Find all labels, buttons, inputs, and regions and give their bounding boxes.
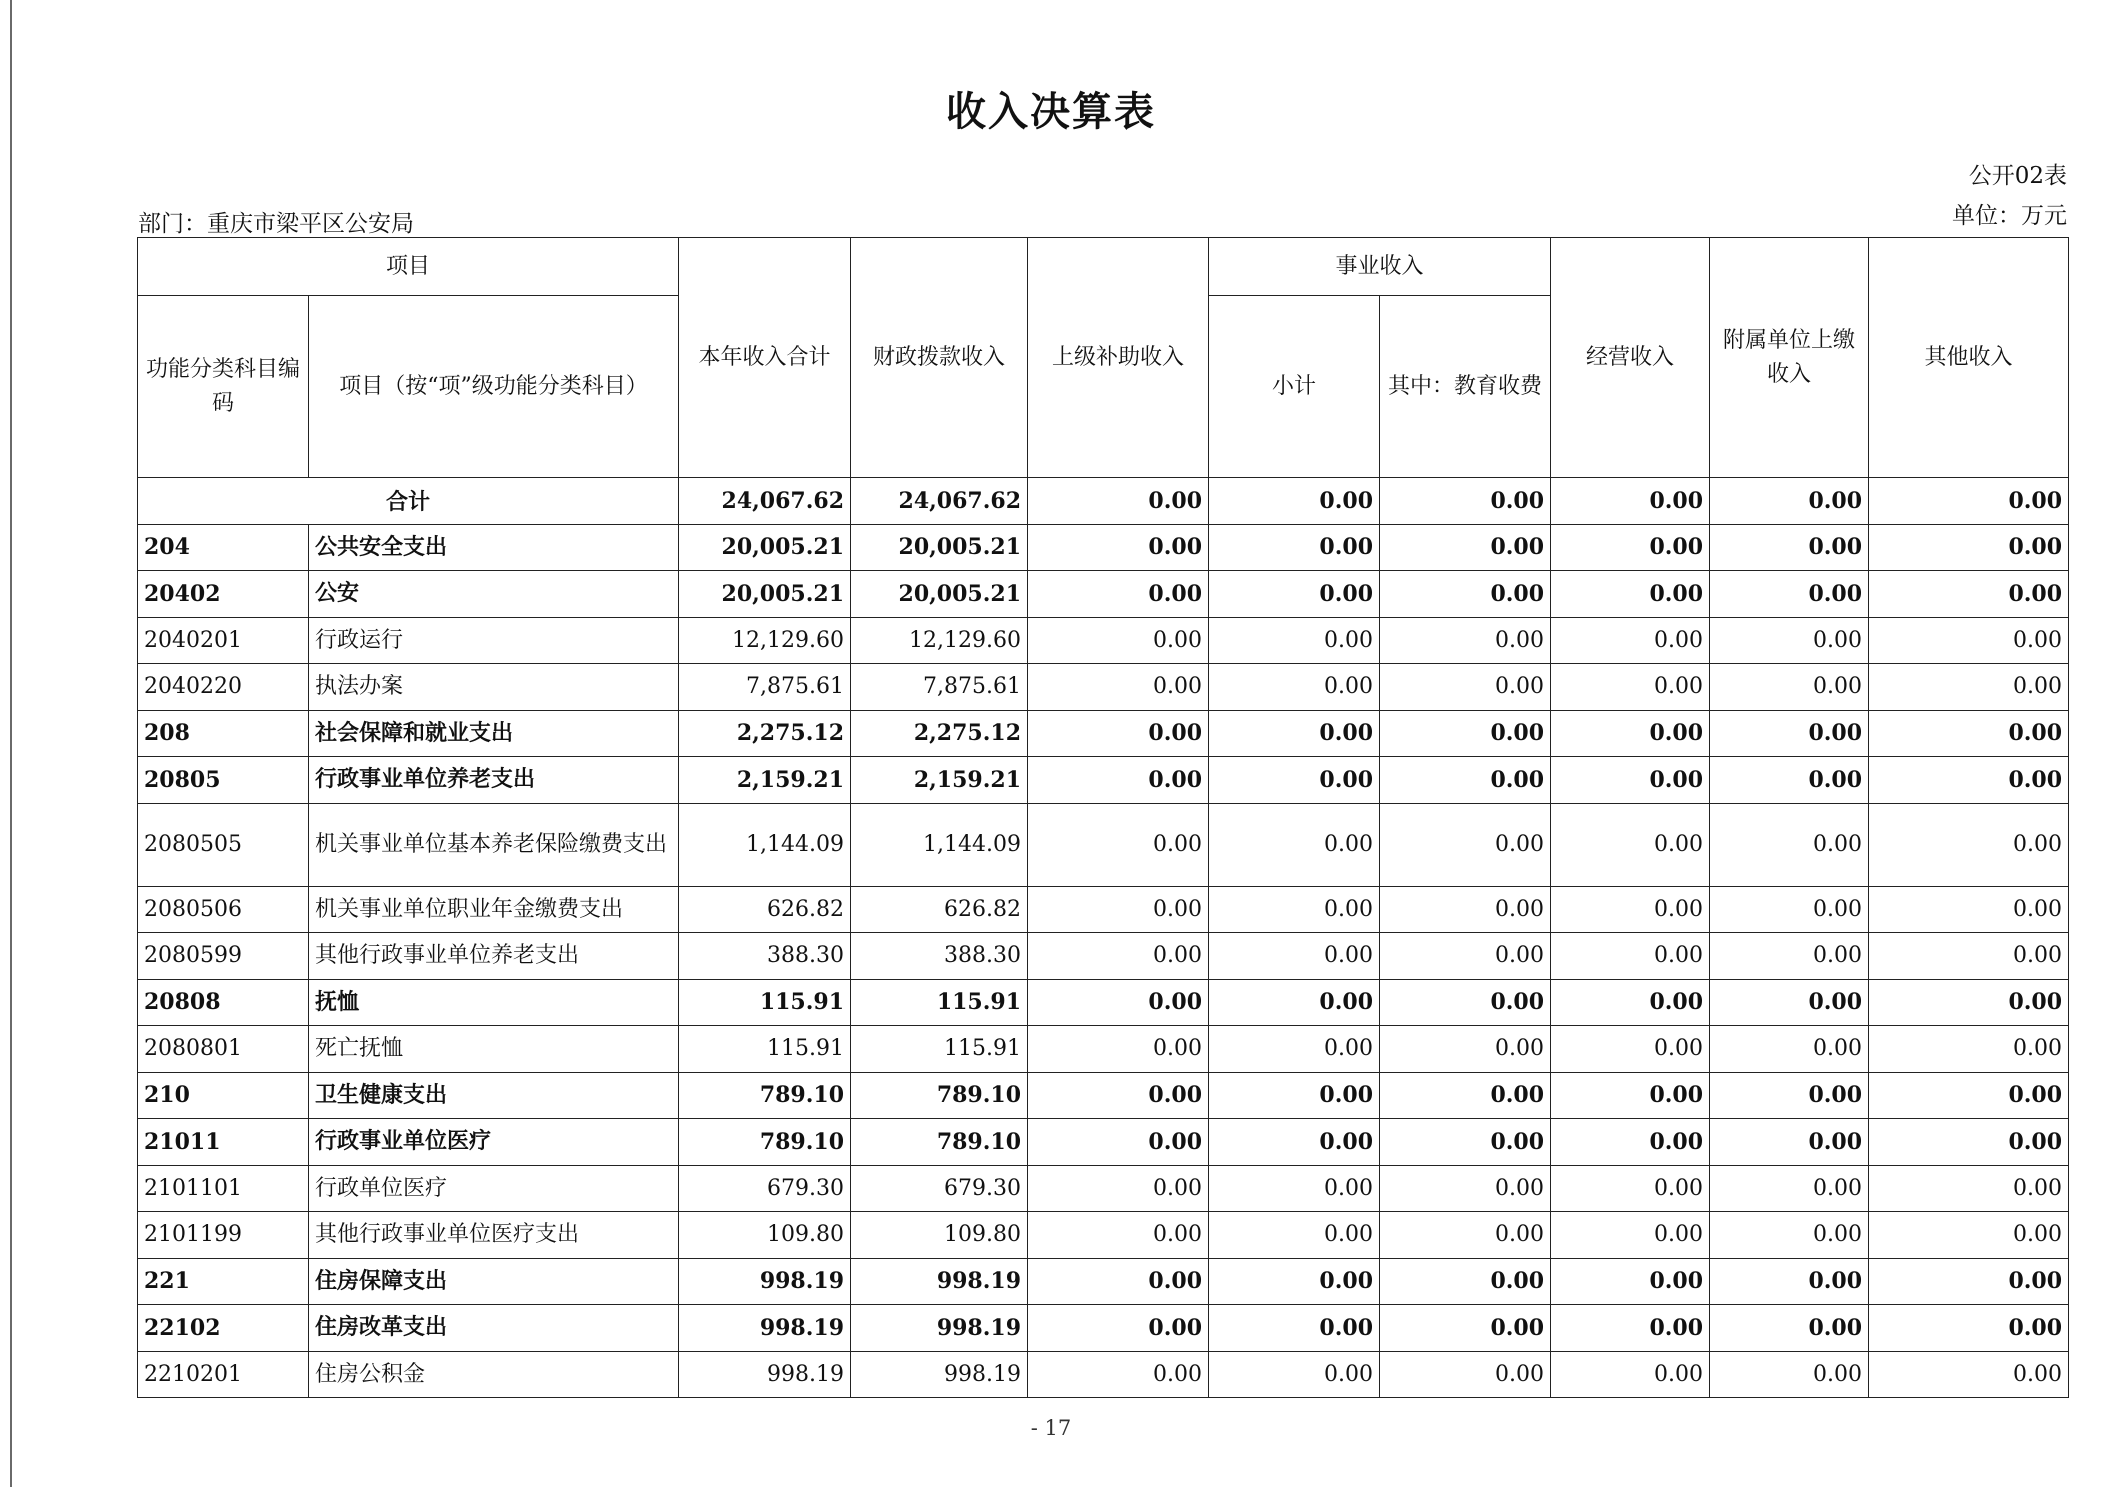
cell-total-income: 998.19 xyxy=(679,1305,851,1352)
cell-affiliated-remittance: 0.00 xyxy=(1710,478,1869,525)
table-row xyxy=(138,664,2069,711)
cell-operating-income: 0.00 xyxy=(1551,710,1710,757)
cell-superior-subsidy: 0.00 xyxy=(1028,1119,1209,1166)
table-row xyxy=(138,757,2069,804)
cell-code: 2101101 xyxy=(138,1165,309,1212)
cell-item-name: 机关事业单位职业年金缴费支出 xyxy=(309,886,679,933)
cell-business-subtotal: 0.00 xyxy=(1209,1305,1380,1352)
cell-fiscal-appropriation: 1,144.09 xyxy=(851,803,1028,886)
cell-affiliated-remittance: 0.00 xyxy=(1710,886,1869,933)
cell-education-fees: 0.00 xyxy=(1380,1165,1551,1212)
cell-operating-income: 0.00 xyxy=(1551,886,1710,933)
cell-education-fees: 0.00 xyxy=(1380,979,1551,1026)
cell-item-name: 行政事业单位养老支出 xyxy=(309,757,679,804)
table-row xyxy=(138,886,2069,933)
cell-education-fees: 0.00 xyxy=(1380,886,1551,933)
cell-total-income: 626.82 xyxy=(679,886,851,933)
cell-item-name: 卫生健康支出 xyxy=(309,1072,679,1119)
cell-education-fees: 0.00 xyxy=(1380,1072,1551,1119)
cell-item-name: 行政事业单位医疗 xyxy=(309,1119,679,1166)
cell-total-income: 12,129.60 xyxy=(679,617,851,664)
cell-operating-income: 0.00 xyxy=(1551,1258,1710,1305)
cell-education-fees: 0.00 xyxy=(1380,1119,1551,1166)
table-row xyxy=(138,1072,2069,1119)
cell-item-name: 公安 xyxy=(309,571,679,618)
cell-education-fees: 0.00 xyxy=(1380,933,1551,980)
cell-education-fees: 0.00 xyxy=(1380,524,1551,571)
cell-total-income: 20,005.21 xyxy=(679,524,851,571)
header-fiscal-appropriation: 财政拨款收入 xyxy=(851,238,1028,478)
cell-code: 2101199 xyxy=(138,1212,309,1259)
cell-business-subtotal: 0.00 xyxy=(1209,886,1380,933)
cell-code: 2080801 xyxy=(138,1026,309,1073)
cell-education-fees: 0.00 xyxy=(1380,710,1551,757)
header-item: 项目 xyxy=(138,238,679,296)
cell-superior-subsidy: 0.00 xyxy=(1028,1305,1209,1352)
cell-other-income: 0.00 xyxy=(1869,803,2069,886)
cell-code: 20402 xyxy=(138,571,309,618)
cell-superior-subsidy: 0.00 xyxy=(1028,757,1209,804)
cell-operating-income: 0.00 xyxy=(1551,1072,1710,1119)
cell-education-fees: 0.00 xyxy=(1380,664,1551,711)
cell-business-subtotal: 0.00 xyxy=(1209,617,1380,664)
cell-code: 208 xyxy=(138,710,309,757)
cell-item-name: 其他行政事业单位医疗支出 xyxy=(309,1212,679,1259)
cell-superior-subsidy: 0.00 xyxy=(1028,710,1209,757)
cell-total-income: 388.30 xyxy=(679,933,851,980)
unit-label: 单位：万元 xyxy=(1952,203,2067,229)
cell-superior-subsidy: 0.00 xyxy=(1028,1258,1209,1305)
cell-superior-subsidy: 0.00 xyxy=(1028,1212,1209,1259)
cell-code: 20805 xyxy=(138,757,309,804)
header-affiliated-remittance: 附属单位上缴收入 xyxy=(1710,238,1869,478)
cell-item-name: 其他行政事业单位养老支出 xyxy=(309,933,679,980)
table-row xyxy=(138,933,2069,980)
cell-affiliated-remittance: 0.00 xyxy=(1710,1119,1869,1166)
table-row xyxy=(138,1119,2069,1166)
cell-code: 2080599 xyxy=(138,933,309,980)
cell-fiscal-appropriation: 115.91 xyxy=(851,1026,1028,1073)
table-row xyxy=(138,1305,2069,1352)
cell-fiscal-appropriation: 109.80 xyxy=(851,1212,1028,1259)
cell-operating-income: 0.00 xyxy=(1551,757,1710,804)
cell-code: 2210201 xyxy=(138,1351,309,1398)
cell-affiliated-remittance: 0.00 xyxy=(1710,1212,1869,1259)
cell-code: 221 xyxy=(138,1258,309,1305)
cell-total-income: 789.10 xyxy=(679,1119,851,1166)
cell-fiscal-appropriation: 679.30 xyxy=(851,1165,1028,1212)
cell-affiliated-remittance: 0.00 xyxy=(1710,617,1869,664)
cell-business-subtotal: 0.00 xyxy=(1209,664,1380,711)
cell-education-fees: 0.00 xyxy=(1380,617,1551,664)
cell-operating-income: 0.00 xyxy=(1551,979,1710,1026)
cell-operating-income: 0.00 xyxy=(1551,664,1710,711)
cell-total-income: 7,875.61 xyxy=(679,664,851,711)
cell-business-subtotal: 0.00 xyxy=(1209,524,1380,571)
header-business-income: 事业收入 xyxy=(1209,238,1551,296)
cell-other-income: 0.00 xyxy=(1869,757,2069,804)
cell-fiscal-appropriation: 998.19 xyxy=(851,1258,1028,1305)
cell-business-subtotal: 0.00 xyxy=(1209,1165,1380,1212)
cell-affiliated-remittance: 0.00 xyxy=(1710,524,1869,571)
cell-affiliated-remittance: 0.00 xyxy=(1710,1026,1869,1073)
document-title: 收入决算表 xyxy=(946,88,1156,135)
cell-operating-income: 0.00 xyxy=(1551,571,1710,618)
cell-business-subtotal: 0.00 xyxy=(1209,757,1380,804)
table-row xyxy=(138,1258,2069,1305)
cell-superior-subsidy: 0.00 xyxy=(1028,571,1209,618)
cell-operating-income: 0.00 xyxy=(1551,933,1710,980)
table-row xyxy=(138,1165,2069,1212)
cell-total-income: 998.19 xyxy=(679,1258,851,1305)
table-row xyxy=(138,617,2069,664)
cell-total-income: 998.19 xyxy=(679,1351,851,1398)
cell-education-fees: 0.00 xyxy=(1380,571,1551,618)
cell-fiscal-appropriation: 24,067.62 xyxy=(851,478,1028,525)
table-row xyxy=(138,710,2069,757)
header-total-income: 本年收入合计 xyxy=(679,238,851,478)
cell-business-subtotal: 0.00 xyxy=(1209,1212,1380,1259)
cell-affiliated-remittance: 0.00 xyxy=(1710,1351,1869,1398)
cell-superior-subsidy: 0.00 xyxy=(1028,886,1209,933)
cell-affiliated-remittance: 0.00 xyxy=(1710,710,1869,757)
department-label: 部门：重庆市梁平区公安局 xyxy=(138,211,414,237)
cell-total-income: 20,005.21 xyxy=(679,571,851,618)
cell-affiliated-remittance: 0.00 xyxy=(1710,933,1869,980)
cell-other-income: 0.00 xyxy=(1869,478,2069,525)
cell-item-name: 死亡抚恤 xyxy=(309,1026,679,1073)
cell-total-income: 115.91 xyxy=(679,1026,851,1073)
cell-superior-subsidy: 0.00 xyxy=(1028,478,1209,525)
cell-education-fees: 0.00 xyxy=(1380,1351,1551,1398)
cell-superior-subsidy: 0.00 xyxy=(1028,664,1209,711)
cell-item-name: 抚恤 xyxy=(309,979,679,1026)
cell-fiscal-appropriation: 7,875.61 xyxy=(851,664,1028,711)
cell-total-income: 679.30 xyxy=(679,1165,851,1212)
cell-business-subtotal: 0.00 xyxy=(1209,478,1380,525)
page-number: - 17 xyxy=(1030,1416,1072,1440)
cell-code: 22102 xyxy=(138,1305,309,1352)
cell-operating-income: 0.00 xyxy=(1551,1119,1710,1166)
cell-superior-subsidy: 0.00 xyxy=(1028,979,1209,1026)
cell-code: 20808 xyxy=(138,979,309,1026)
cell-operating-income: 0.00 xyxy=(1551,617,1710,664)
cell-superior-subsidy: 0.00 xyxy=(1028,1026,1209,1073)
header-subtotal: 小计 xyxy=(1209,296,1380,478)
header-operating-income: 经营收入 xyxy=(1551,238,1710,478)
cell-code: 2080505 xyxy=(138,803,309,886)
cell-other-income: 0.00 xyxy=(1869,1072,2069,1119)
cell-code: 2040201 xyxy=(138,617,309,664)
cell-education-fees: 0.00 xyxy=(1380,1212,1551,1259)
cell-affiliated-remittance: 0.00 xyxy=(1710,979,1869,1026)
cell-affiliated-remittance: 0.00 xyxy=(1710,1165,1869,1212)
cell-other-income: 0.00 xyxy=(1869,617,2069,664)
cell-item-name: 行政单位医疗 xyxy=(309,1165,679,1212)
header-education-fees: 其中：教育收费 xyxy=(1380,296,1551,478)
cell-item-name: 住房公积金 xyxy=(309,1351,679,1398)
cell-affiliated-remittance: 0.00 xyxy=(1710,664,1869,711)
cell-code: 21011 xyxy=(138,1119,309,1166)
cell-superior-subsidy: 0.00 xyxy=(1028,803,1209,886)
cell-code: 2040220 xyxy=(138,664,309,711)
cell-affiliated-remittance: 0.00 xyxy=(1710,803,1869,886)
cell-item-name: 行政运行 xyxy=(309,617,679,664)
cell-other-income: 0.00 xyxy=(1869,886,2069,933)
cell-fiscal-appropriation: 998.19 xyxy=(851,1351,1028,1398)
cell-operating-income: 0.00 xyxy=(1551,1165,1710,1212)
cell-education-fees: 0.00 xyxy=(1380,803,1551,886)
cell-affiliated-remittance: 0.00 xyxy=(1710,1305,1869,1352)
cell-business-subtotal: 0.00 xyxy=(1209,571,1380,618)
cell-other-income: 0.00 xyxy=(1869,979,2069,1026)
table-row xyxy=(138,1212,2069,1259)
cell-operating-income: 0.00 xyxy=(1551,803,1710,886)
cell-total-income: 789.10 xyxy=(679,1072,851,1119)
cell-item-name: 住房改革支出 xyxy=(309,1305,679,1352)
cell-operating-income: 0.00 xyxy=(1551,478,1710,525)
cell-total-income: 2,275.12 xyxy=(679,710,851,757)
cell-fiscal-appropriation: 789.10 xyxy=(851,1072,1028,1119)
cell-other-income: 0.00 xyxy=(1869,524,2069,571)
cell-business-subtotal: 0.00 xyxy=(1209,933,1380,980)
table-row xyxy=(138,524,2069,571)
cell-other-income: 0.00 xyxy=(1869,1165,2069,1212)
form-code: 公开02表 xyxy=(1968,163,2067,189)
cell-item-name: 住房保障支出 xyxy=(309,1258,679,1305)
cell-other-income: 0.00 xyxy=(1869,1026,2069,1073)
header-other-income: 其他收入 xyxy=(1869,238,2069,478)
cell-other-income: 0.00 xyxy=(1869,571,2069,618)
cell-superior-subsidy: 0.00 xyxy=(1028,933,1209,980)
cell-operating-income: 0.00 xyxy=(1551,1351,1710,1398)
cell-total-income: 109.80 xyxy=(679,1212,851,1259)
cell-education-fees: 0.00 xyxy=(1380,1305,1551,1352)
cell-business-subtotal: 0.00 xyxy=(1209,979,1380,1026)
scan-left-edge-line xyxy=(10,0,12,1487)
cell-superior-subsidy: 0.00 xyxy=(1028,1072,1209,1119)
header-superior-subsidy: 上级补助收入 xyxy=(1028,238,1209,478)
cell-operating-income: 0.00 xyxy=(1551,1212,1710,1259)
cell-code: 2080506 xyxy=(138,886,309,933)
cell-fiscal-appropriation: 998.19 xyxy=(851,1305,1028,1352)
cell-fiscal-appropriation: 388.30 xyxy=(851,933,1028,980)
cell-fiscal-appropriation: 20,005.21 xyxy=(851,571,1028,618)
cell-education-fees: 0.00 xyxy=(1380,1258,1551,1305)
cell-fiscal-appropriation: 2,159.21 xyxy=(851,757,1028,804)
cell-total-income: 24,067.62 xyxy=(679,478,851,525)
cell-other-income: 0.00 xyxy=(1869,1351,2069,1398)
cell-affiliated-remittance: 0.00 xyxy=(1710,757,1869,804)
table-row xyxy=(138,1026,2069,1073)
cell-operating-income: 0.00 xyxy=(1551,1305,1710,1352)
cell-fiscal-appropriation: 20,005.21 xyxy=(851,524,1028,571)
cell-item-name: 公共安全支出 xyxy=(309,524,679,571)
table-row xyxy=(138,803,2069,886)
cell-education-fees: 0.00 xyxy=(1380,757,1551,804)
cell-business-subtotal: 0.00 xyxy=(1209,710,1380,757)
cell-fiscal-appropriation: 115.91 xyxy=(851,979,1028,1026)
cell-business-subtotal: 0.00 xyxy=(1209,1119,1380,1166)
cell-fiscal-appropriation: 626.82 xyxy=(851,886,1028,933)
cell-fiscal-appropriation: 12,129.60 xyxy=(851,617,1028,664)
cell-education-fees: 0.00 xyxy=(1380,478,1551,525)
table-row xyxy=(138,979,2069,1026)
cell-superior-subsidy: 0.00 xyxy=(1028,1165,1209,1212)
cell-code: 204 xyxy=(138,524,309,571)
income-final-accounts-table xyxy=(137,237,2069,1398)
header-code: 功能分类科目编码 xyxy=(138,296,309,478)
cell-affiliated-remittance: 0.00 xyxy=(1710,571,1869,618)
cell-item-name: 机关事业单位基本养老保险缴费支出 xyxy=(309,803,679,886)
cell-other-income: 0.00 xyxy=(1869,664,2069,711)
cell-other-income: 0.00 xyxy=(1869,1305,2069,1352)
total-label: 合计 xyxy=(138,478,679,525)
cell-affiliated-remittance: 0.00 xyxy=(1710,1258,1869,1305)
cell-operating-income: 0.00 xyxy=(1551,1026,1710,1073)
cell-code: 210 xyxy=(138,1072,309,1119)
cell-other-income: 0.00 xyxy=(1869,933,2069,980)
cell-superior-subsidy: 0.00 xyxy=(1028,1351,1209,1398)
cell-business-subtotal: 0.00 xyxy=(1209,1351,1380,1398)
cell-superior-subsidy: 0.00 xyxy=(1028,524,1209,571)
total-row xyxy=(138,478,2069,525)
cell-operating-income: 0.00 xyxy=(1551,524,1710,571)
cell-other-income: 0.00 xyxy=(1869,1212,2069,1259)
cell-total-income: 2,159.21 xyxy=(679,757,851,804)
table-row xyxy=(138,1351,2069,1398)
cell-other-income: 0.00 xyxy=(1869,1119,2069,1166)
cell-business-subtotal: 0.00 xyxy=(1209,1258,1380,1305)
cell-superior-subsidy: 0.00 xyxy=(1028,617,1209,664)
cell-education-fees: 0.00 xyxy=(1380,1026,1551,1073)
header-item-name: 项目（按“项”级功能分类科目） xyxy=(309,296,679,478)
cell-item-name: 社会保障和就业支出 xyxy=(309,710,679,757)
table-row xyxy=(138,571,2069,618)
cell-affiliated-remittance: 0.00 xyxy=(1710,1072,1869,1119)
cell-other-income: 0.00 xyxy=(1869,1258,2069,1305)
cell-total-income: 115.91 xyxy=(679,979,851,1026)
cell-business-subtotal: 0.00 xyxy=(1209,1072,1380,1119)
cell-fiscal-appropriation: 2,275.12 xyxy=(851,710,1028,757)
cell-total-income: 1,144.09 xyxy=(679,803,851,886)
cell-business-subtotal: 0.00 xyxy=(1209,803,1380,886)
cell-other-income: 0.00 xyxy=(1869,710,2069,757)
cell-business-subtotal: 0.00 xyxy=(1209,1026,1380,1073)
cell-item-name: 执法办案 xyxy=(309,664,679,711)
cell-fiscal-appropriation: 789.10 xyxy=(851,1119,1028,1166)
